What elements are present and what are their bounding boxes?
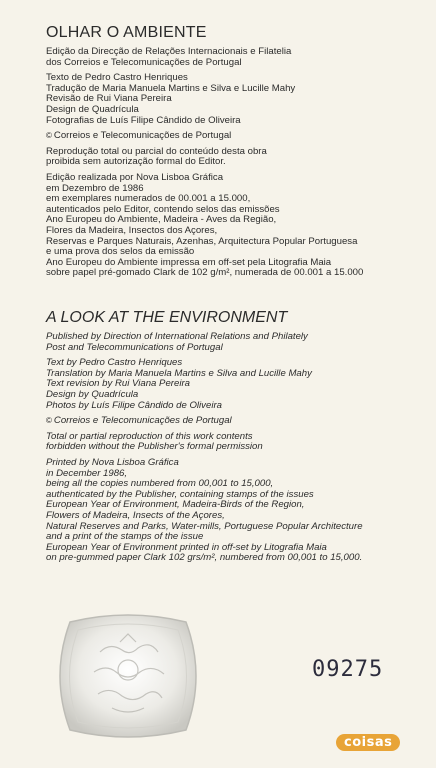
en-issuer-line: Published by Direction of International Relations and Philately <box>46 331 308 342</box>
embossed-emblem-icon <box>50 612 206 740</box>
en-edition-line: in December 1986, <box>46 467 128 479</box>
en-rights-line: Total or partial reproduction of this work contents <box>46 430 253 442</box>
copyright-icon: © <box>46 131 52 141</box>
en-edition-line: and a print of the stamps of the issue <box>46 531 204 543</box>
en-copyright <box>46 416 426 427</box>
en-credit-line: Text revision by Rui Viana Pereira <box>46 378 190 390</box>
pt-edition-line: em exemplares numerados de 00.001 a 15.000, <box>46 193 251 205</box>
portuguese-title: OLHAR O AMBIENTE <box>46 24 207 41</box>
pt-credit-line: Texto de Pedro Castro Henriques <box>46 72 188 84</box>
pt-credit-line: Fotografias de Luís Filipe Cândido de Oliveira <box>46 114 241 126</box>
pt-edition-line: Flores da Madeira, Insectos dos Açores, <box>46 224 218 236</box>
pt-copyright <box>46 131 426 142</box>
pt-edition-line: Edição realizada por Nova Lisboa Gráfica <box>46 171 224 183</box>
en-credits-block <box>46 358 426 411</box>
pt-credit-line: Design de Quadrícula <box>46 103 139 115</box>
pt-rights-line: proibida sem autorização formal do Editor. <box>46 156 226 168</box>
pt-edition-line: autenticados pelo Editor, contendo selos das emissões <box>46 203 280 215</box>
en-edition-line: authenticated by the Publisher, containing stamps of the issues <box>46 488 314 500</box>
pt-edition-line: Reservas e Parques Naturais, Azenhas, Arquitectura Popular Portuguesa <box>46 235 358 247</box>
en-edition-line: Flowers of Madeira, Insects of the Açores, <box>46 509 225 521</box>
en-issuer-line: Post and Telecommunications of Portugal <box>46 341 223 353</box>
pt-edition-line: Ano Europeu do Ambiente, Madeira - Aves da Região, <box>46 214 277 226</box>
en-rights-line: forbidden without the Publisher's formal permission <box>46 441 263 453</box>
portuguese-section <box>46 24 426 284</box>
en-credit-line: Design by Quadrícula <box>46 388 139 400</box>
pt-credits-block <box>46 73 426 126</box>
en-credit-line: Text by Pedro Castro Henriques <box>46 357 183 369</box>
pt-edition-line: em Dezembro de 1986 <box>46 182 144 194</box>
en-edition-line: Printed by Nova Lisboa Gráfica <box>46 456 179 468</box>
en-credit-line: Translation by Maria Manuela Martins e Silva and Lucille Mahy <box>46 367 312 379</box>
pt-credit-line: Revisão de Rui Viana Pereira <box>46 93 172 105</box>
en-rights-block <box>46 432 426 453</box>
pt-issuer-line: dos Correios e Telecomunicações de Portugal <box>46 56 242 68</box>
pt-issuer-line: Edição da Direcção de Relações Internacionais e Filatelia <box>46 46 292 57</box>
en-credit-line: Photos by Luís Filipe Cândido de Oliveira <box>46 399 222 411</box>
pt-edition-block <box>46 173 426 279</box>
english-section <box>46 309 426 569</box>
pt-issuer-block <box>46 47 426 68</box>
en-edition-line: being all the copies numbered from 00,001 to 15,000, <box>46 478 274 490</box>
en-edition-block <box>46 458 426 564</box>
en-copyright-text: Correios e Telecomunicações de Portugal <box>53 415 232 427</box>
en-issuer-block <box>46 332 426 353</box>
pt-rights-block <box>46 147 426 168</box>
en-edition-line: European Year of Environment, Madeira-Birds of the Region, <box>46 499 305 511</box>
pt-rights-line: Reprodução total ou parcial do conteúdo desta obra <box>46 145 267 157</box>
watermark-logo: coisas <box>336 734 400 751</box>
pt-edition-line: sobre papel pré-gomado Clark de 102 g/m², numerada de 00.001 a 15.000 <box>46 267 364 279</box>
pt-edition-line: Ano Europeu do Ambiente impressa em off-set pela Litografia Maia <box>46 256 332 268</box>
pt-credit-line: Tradução de Maria Manuela Martins e Silva e Lucille Mahy <box>46 82 296 94</box>
en-edition-line: Natural Reserves and Parks, Water-mills, Portuguese Popular Architecture <box>46 520 363 532</box>
en-edition-line: on pre-gummed paper Clark 102 grs/m², numbered from 00,001 to 15,000. <box>46 552 363 564</box>
pt-copyright-text: Correios e Telecomunicações de Portugal <box>53 130 232 142</box>
english-title: A LOOK AT THE ENVIRONMENT <box>46 309 288 326</box>
serial-number: 09275 <box>312 657 384 682</box>
copyright-icon: © <box>46 416 52 426</box>
pt-edition-line: e uma prova dos selos da emissão <box>46 246 195 258</box>
en-edition-line: European Year of Environment printed in off-set by Litografia Maia <box>46 541 327 553</box>
